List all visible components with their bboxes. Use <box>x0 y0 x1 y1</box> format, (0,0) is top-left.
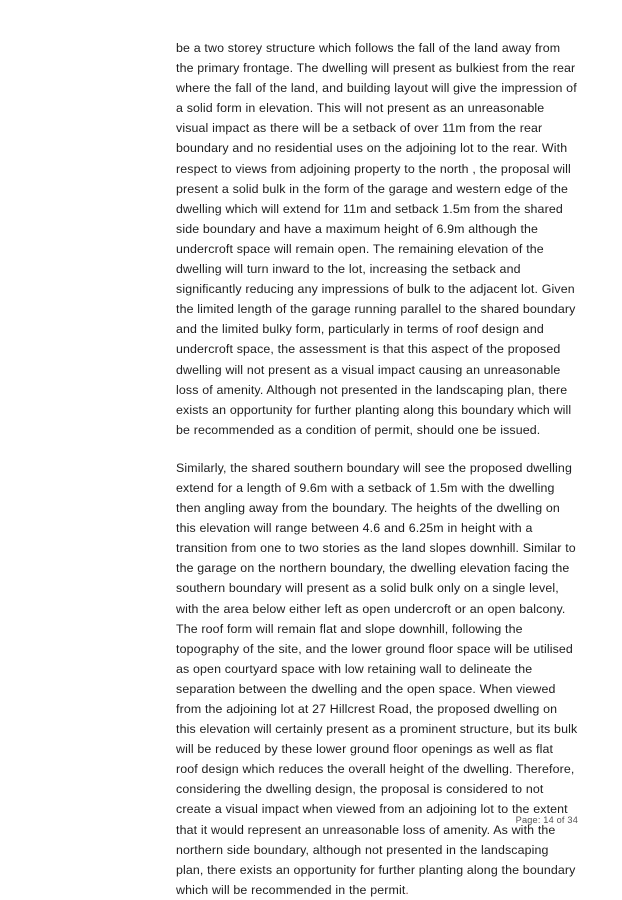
page-footer <box>176 814 578 827</box>
paragraph-northern-boundary-assessment: be a two storey structure which follows the fall of the land away from the primary frontage. The dwelling will present as bulkiest from the rear where the fall of the land, and building layout will give the impression of a solid form in elevation. This will not present as an unreasonable visual impact as there will be a setback of over 11m from the rear boundary and no residential uses on the adjoining lot to the rear. With respect to views from adjoining property to the north , the proposal will present a solid bulk in the form of the garage and western edge of the dwelling which will extend for 11m and setback 1.5m from the shared side boundary and have a maximum height of 6.9m although the undercroft space will remain open. The remaining elevation of the dwelling will turn inward to the lot, increasing the setback and significantly reducing any impressions of bulk to the adjacent lot. Given the limited length of the garage running parallel to the shared boundary and the limited bulky form, particularly in terms of roof design and undercroft space, the assessment is that this aspect of the proposed dwelling will not present as a visual impact causing an unreasonable loss of amenity. Although not presented in the landscaping plan, there exists an opportunity for further planting along this boundary which will be recommended as a condition of permit, should one be issued. <box>176 41 577 437</box>
paragraph-southern-boundary-assessment <box>176 458 578 900</box>
document-body <box>176 38 578 900</box>
page-number-label: Page: 14 of 34 <box>515 815 578 825</box>
trailing-period-mark: . <box>405 882 409 897</box>
paragraph-southern-boundary-text: Similarly, the shared southern boundary will see the proposed dwelling extend for a length of 9.6m with a setback of 1.5m with the dwelling then angling away from the boundary. The heights of the dwelling on this elevation will range between 4.6 and 6.25m in height with a transition from one to two stories as the land slopes downhill. Similar to the garage on the northern boundary, the dwelling elevation facing the southern boundary will present as a solid bulk only on a single level, with the area below either left as open undercroft or an open balcony. The roof form will remain flat and slope downhill, following the topography of the site, and the lower ground floor space will be utilised as open courtyard space with low retaining wall to delineate the separation between the dwelling and the open space. When viewed from the adjoining lot at 27 Hillcrest Road, the proposed dwelling on this elevation will certainly present as a prominent structure, but its bulk will be reduced by these lower ground floor openings as well as flat roof design which reduces the overall height of the dwelling. Therefore, considering the dwelling design, the proposal is considered to not create a visual impact when viewed from an adjoining lot to the extent that it would represent an unreasonable loss of amenity. As with the northern side boundary, although not presented in the landscaping plan, there exists an opportunity for further planting along the boundary which will be recommended in the permit <box>176 460 578 897</box>
